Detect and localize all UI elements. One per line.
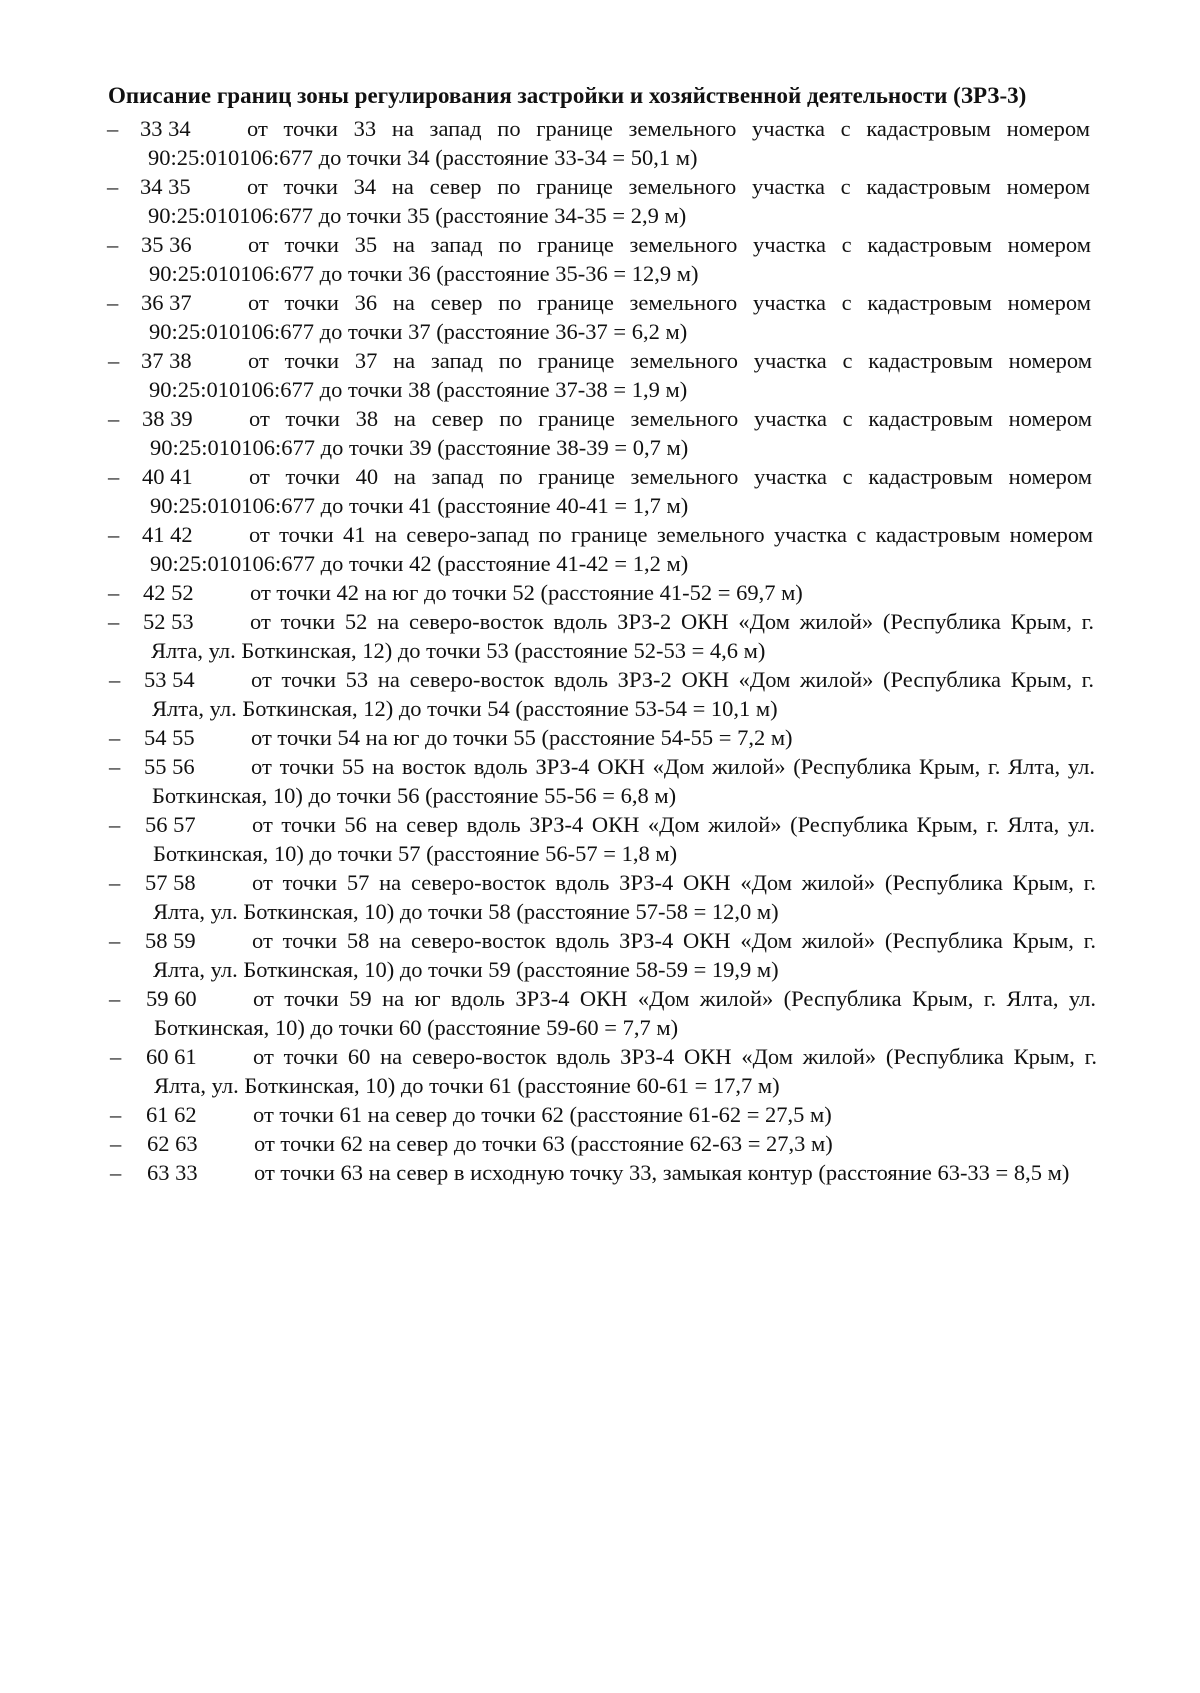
segment-description [141, 288, 1091, 346]
segment-description [146, 1100, 1097, 1129]
list-dash: – [109, 754, 121, 779]
list-item [0, 752, 1200, 810]
segment-description [142, 520, 1093, 578]
segment-description [143, 578, 1093, 607]
segment-text: от точки 55 на восток вдоль ЗРЗ-4 ОКН «Дом жилой» (Республика Крым, г. Ялта, ул. Боткинская, 10) до точки 56 (расстояние 55-56 = 6,8 м) [152, 754, 1095, 808]
segment-text: от точки 42 на юг до точки 52 (расстояние 41-52 = 69,7 м) [250, 580, 803, 605]
segment-points: 52 53 [143, 609, 194, 634]
list-item [0, 607, 1200, 665]
list-item [0, 926, 1200, 984]
segment-text: от точки 54 на юг до точки 55 (расстояние 54-55 = 7,2 м) [251, 725, 793, 750]
list-dash: – [108, 406, 120, 431]
segment-points: 62 63 [147, 1131, 198, 1156]
segment-points: 40 41 [142, 464, 193, 489]
segment-text: от точки 35 на запад по границе земельного участка с кадастровым номером 90:25:010106:677 до точки 36 (расстояние 35-36 = 12,9 м) [149, 232, 1091, 286]
segment-points: 33 34 [140, 116, 191, 141]
segment-description [144, 723, 1094, 752]
list-dash: – [108, 348, 120, 373]
segment-text: от точки 56 на север вдоль ЗРЗ-4 ОКН «Дом жилой» (Республика Крым, г. Ялта, ул. Боткинская, 10) до точки 57 (расстояние 56-57 = 1,8 м) [153, 812, 1095, 866]
list-dash: – [110, 1160, 122, 1185]
segment-points: 60 61 [146, 1044, 197, 1069]
segment-points: 61 62 [146, 1102, 197, 1127]
segment-text: от точки 33 на запад по границе земельного участка с кадастровым номером 90:25:010106:677 до точки 34 (расстояние 33-34 = 50,1 м) [148, 116, 1090, 170]
list-item [0, 723, 1200, 752]
segment-description [140, 114, 1090, 172]
list-item [0, 1158, 1200, 1187]
segment-text: от точки 52 на северо-восток вдоль ЗРЗ-2 ОКН «Дом жилой» (Республика Крым, г. Ялта, ул. Боткинская, 12) до точки 53 (расстояние 52-53 = 4,6 м) [151, 609, 1094, 663]
list-item [0, 172, 1200, 230]
list-item [0, 984, 1200, 1042]
list-item [0, 404, 1200, 462]
list-dash: – [110, 1102, 122, 1127]
segment-points: 63 33 [147, 1160, 198, 1185]
segment-text: от точки 63 на север в исходную точку 33, замыкая контур (расстояние 63-33 = 8,5 м) [254, 1160, 1070, 1185]
list-dash: – [109, 870, 121, 895]
list-item [0, 1042, 1200, 1100]
segment-description [141, 346, 1092, 404]
segment-description [143, 607, 1094, 665]
segment-text: от точки 60 на северо-восток вдоль ЗРЗ-4 ОКН «Дом жилой» (Республика Крым, г. Ялта, ул. Боткинская, 10) до точки 61 (расстояние 60-61 = 17,7 м) [154, 1044, 1097, 1098]
list-item [0, 288, 1200, 346]
boundary-segment-list [0, 114, 1200, 1187]
segment-points: 55 56 [144, 754, 195, 779]
list-item [0, 114, 1200, 172]
segment-description [147, 1129, 1098, 1158]
segment-text: от точки 62 на север до точки 63 (расстояние 62-63 = 27,3 м) [254, 1131, 833, 1156]
list-item [0, 1129, 1200, 1158]
segment-text: от точки 40 на запад по границе земельного участка с кадастровым номером 90:25:010106:677 до точки 41 (расстояние 40-41 = 1,7 м) [150, 464, 1092, 518]
list-dash: – [108, 522, 120, 547]
segment-points: 35 36 [141, 232, 192, 257]
segment-points: 54 55 [144, 725, 195, 750]
list-dash: – [109, 812, 121, 837]
list-dash: – [107, 174, 119, 199]
list-item [0, 810, 1200, 868]
segment-points: 56 57 [145, 812, 196, 837]
segment-text: от точки 61 на север до точки 62 (расстояние 61-62 = 27,5 м) [253, 1102, 832, 1127]
segment-text: от точки 53 на северо-восток вдоль ЗРЗ-2 ОКН «Дом жилой» (Республика Крым, г. Ялта, ул. Боткинская, 12) до точки 54 (расстояние 53-54 = 10,1 м) [152, 667, 1094, 721]
list-item [0, 578, 1200, 607]
list-item [0, 1100, 1200, 1129]
list-dash: – [109, 928, 121, 953]
list-dash: – [107, 116, 119, 141]
list-item [0, 665, 1200, 723]
segment-description [142, 404, 1092, 462]
list-dash: – [109, 667, 121, 692]
segment-text: от точки 38 на север по границе земельного участка с кадастровым номером 90:25:010106:677 до точки 39 (расстояние 38-39 = 0,7 м) [150, 406, 1092, 460]
segment-points: 41 42 [142, 522, 193, 547]
list-dash: – [108, 464, 120, 489]
list-item [0, 462, 1200, 520]
list-dash: – [110, 1044, 122, 1069]
list-dash: – [109, 725, 121, 750]
segment-text: от точки 58 на северо-восток вдоль ЗРЗ-4 ОКН «Дом жилой» (Республика Крым, г. Ялта, ул. Боткинская, 10) до точки 59 (расстояние 58-59 = 19,9 м) [153, 928, 1096, 982]
segment-description [142, 462, 1092, 520]
segment-points: 53 54 [144, 667, 195, 692]
list-dash: – [107, 290, 119, 315]
segment-description [141, 230, 1091, 288]
segment-points: 36 37 [141, 290, 192, 315]
segment-points: 59 60 [146, 986, 197, 1011]
segment-points: 34 35 [140, 174, 191, 199]
segment-description [140, 172, 1090, 230]
list-dash: – [108, 580, 120, 605]
segment-points: 38 39 [142, 406, 193, 431]
segment-text: от точки 36 на север по границе земельного участка с кадастровым номером 90:25:010106:677 до точки 37 (расстояние 36-37 = 6,2 м) [149, 290, 1091, 344]
list-item [0, 230, 1200, 288]
list-item [0, 520, 1200, 578]
segment-description [144, 665, 1094, 723]
segment-description [146, 1042, 1097, 1100]
segment-points: 42 52 [143, 580, 194, 605]
list-dash: – [108, 609, 120, 634]
segment-points: 37 38 [141, 348, 192, 373]
segment-points: 58 59 [145, 928, 196, 953]
segment-description [145, 810, 1095, 868]
list-item [0, 346, 1200, 404]
segment-description [146, 984, 1096, 1042]
document-title: Описание границ зоны регулирования застройки и хозяйственной деятельности (ЗРЗ-3) [108, 83, 1027, 108]
segment-text: от точки 34 на север по границе земельного участка с кадастровым номером 90:25:010106:677 до точки 35 (расстояние 34-35 = 2,9 м) [148, 174, 1090, 228]
segment-description [147, 1158, 1098, 1187]
segment-description [144, 752, 1095, 810]
segment-text: от точки 57 на северо-восток вдоль ЗРЗ-4 ОКН «Дом жилой» (Республика Крым, г. Ялта, ул. Боткинская, 10) до точки 58 (расстояние 57-58 = 12,0 м) [153, 870, 1096, 924]
segment-description [145, 868, 1096, 926]
segment-description [145, 926, 1096, 984]
segment-text: от точки 59 на юг вдоль ЗРЗ-4 ОКН «Дом жилой» (Республика Крым, г. Ялта, ул. Боткинская, 10) до точки 60 (расстояние 59-60 = 7,7 м) [154, 986, 1096, 1040]
list-item [0, 868, 1200, 926]
list-dash: – [107, 232, 119, 257]
segment-text: от точки 41 на северо-запад по границе земельного участка с кадастровым номером 90:25:010106:677 до точки 42 (расстояние 41-42 = 1,2 м) [150, 522, 1093, 576]
list-dash: – [109, 986, 121, 1011]
segment-text: от точки 37 на запад по границе земельного участка с кадастровым номером 90:25:010106:677 до точки 38 (расстояние 37-38 = 1,9 м) [149, 348, 1092, 402]
list-dash: – [110, 1131, 122, 1156]
segment-points: 57 58 [145, 870, 196, 895]
